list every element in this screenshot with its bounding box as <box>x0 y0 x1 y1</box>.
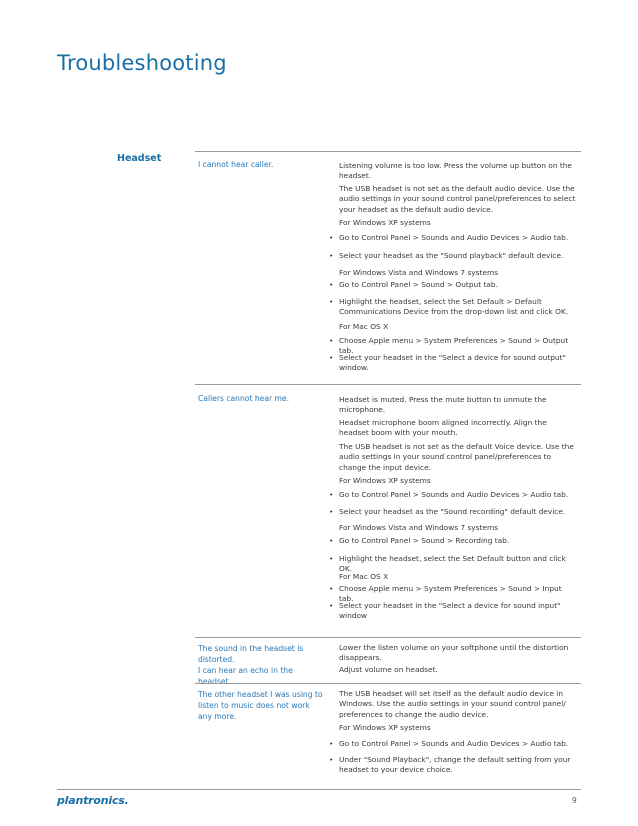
bullet-item: • Select your headset in the "Select a device for sound input" window <box>329 601 561 621</box>
answer-text: For Windows XP systems <box>339 218 431 227</box>
answer-text: Headset is muted. Press the mute button to unmute the microphone. <box>339 395 547 415</box>
answer-text: The USB headset is not set as the default audio device. Use the audio settings in your sound control panel/preferences to select your headset as the default audio device. <box>339 184 576 214</box>
row-divider <box>195 384 581 385</box>
problem-text: I can hear an echo in the headset. <box>198 666 293 687</box>
answer-text: For Windows Vista and Windows 7 systems <box>339 523 499 532</box>
page-title: Troubleshooting <box>57 51 227 75</box>
bullet-item: • Go to Control Panel > Sound > Recording tab. <box>329 536 510 545</box>
answer-text: For Windows XP systems <box>339 723 431 732</box>
bullet-item: • Choose Apple menu > System Preferences > Sound > Input tab. <box>329 584 562 604</box>
answer-text: The USB headset will set itself as the default audio device in Windows. Use the audio settings in your sound control panel/ preferences to change the audio device. <box>339 689 566 719</box>
answer-text: The USB headset is not set as the default Voice device. Use the audio settings in your sound control panel/preferences to change the input device. <box>339 442 574 472</box>
answer-text: For Mac OS X <box>339 572 389 581</box>
bullet-item: • Highlight the headset, select the Set Default button and click OK. <box>329 554 566 574</box>
bullet-item: • Highlight the headset, select the Set Default > Default Communications Device from the drop-down list and click OK. <box>329 297 569 317</box>
answer-text: For Mac OS X <box>339 322 389 331</box>
problem-text: The other headset I was using to listen to music does not work any more. <box>198 690 323 722</box>
row-divider <box>195 151 581 152</box>
bullet-item: • Choose Apple menu > System Preferences > Sound > Output tab. <box>329 336 569 356</box>
bullet-item: • Go to Control Panel > Sound > Output tab. <box>329 280 498 289</box>
problem-text: I cannot hear caller. <box>198 160 274 169</box>
section-label: Headset <box>117 153 162 164</box>
bullet-item: • Go to Control Panel > Sounds and Audio Devices > Audio tab. <box>329 233 569 242</box>
brand-logo: plantronics. <box>57 794 129 807</box>
answer-text: For Windows XP systems <box>339 476 431 485</box>
answer-text: Lower the listen volume on your softphone until the distortion disappears. <box>339 643 569 663</box>
page-number: 9 <box>572 796 577 805</box>
row-divider <box>195 683 581 684</box>
problem-text: Callers cannot hear me. <box>198 394 289 403</box>
bullet-item: • Go to Control Panel > Sounds and Audio Devices > Audio tab. <box>329 739 569 748</box>
bullet-item: • Go to Control Panel > Sounds and Audio Devices > Audio tab. <box>329 490 569 499</box>
answer-text: Adjust volume on headset. <box>339 665 438 674</box>
row-divider <box>195 637 581 638</box>
bullet-item: • Select your headset in the "Select a device for sound output" window. <box>329 353 566 373</box>
answer-text: Listening volume is too low. Press the volume up button on the headset. <box>339 161 572 181</box>
bullet-item: • Select your headset as the "Sound recording" default device. <box>329 507 566 516</box>
answer-text: For Windows Vista and Windows 7 systems <box>339 268 499 277</box>
bullet-item: • Under "Sound Playback", change the default setting from your headset to your device choice. <box>329 755 571 775</box>
answer-text: Headset microphone boom aligned incorrectly. Align the headset boom with your mouth. <box>339 418 547 438</box>
problem-text: The sound in the headset is distorted. <box>198 644 304 665</box>
footer-divider <box>57 789 581 790</box>
bullet-item: • Select your headset as the "Sound playback" default device. <box>329 251 564 260</box>
